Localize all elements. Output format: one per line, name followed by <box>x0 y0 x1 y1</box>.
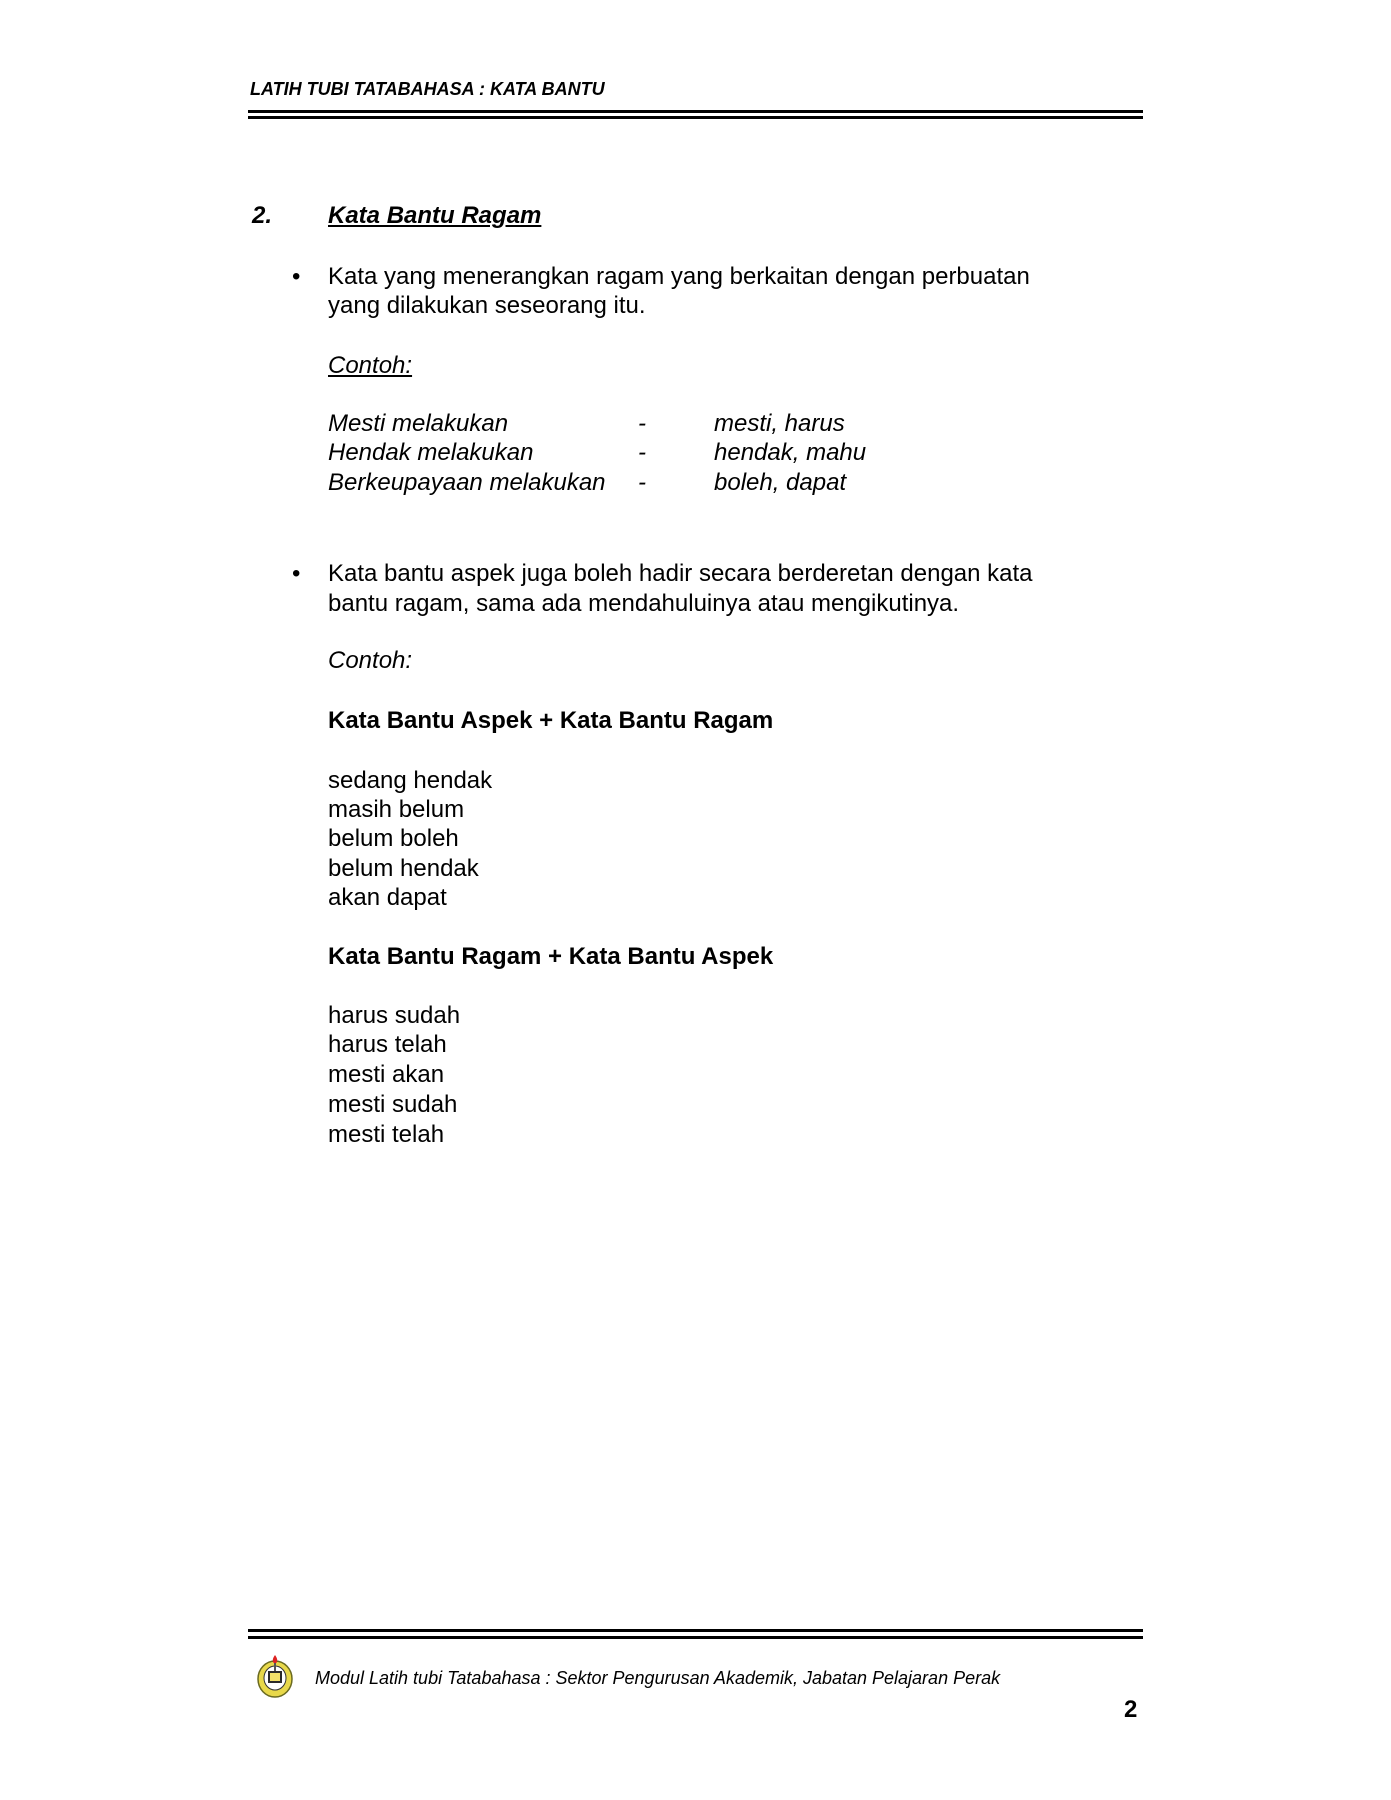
example-words: boleh, dapat <box>714 469 847 496</box>
group-item: mesti sudah <box>328 1091 458 1118</box>
section-number: 2. <box>252 202 273 229</box>
group-item: belum boleh <box>328 825 459 852</box>
bullet2-line: Kata bantu aspek juga boleh hadir secara berderetan dengan kata <box>328 560 1033 587</box>
example-dash: - <box>638 439 646 466</box>
group-item: akan dapat <box>328 884 447 911</box>
example-term: Mesti melakukan <box>328 410 509 437</box>
group-item: masih belum <box>328 796 465 823</box>
crest-logo-icon <box>255 1653 295 1699</box>
group-item: harus sudah <box>328 1002 461 1029</box>
example-words: mesti, harus <box>714 410 845 437</box>
group-item: mesti akan <box>328 1061 445 1088</box>
header-rule-top <box>248 110 1143 113</box>
group-heading: Kata Bantu Ragam + Kata Bantu Aspek <box>328 943 774 970</box>
section-title: Kata Bantu Ragam <box>328 202 542 229</box>
bullet2-line: bantu ragam, sama ada mendahuluinya atau mengikutinya. <box>328 590 960 617</box>
group-item: mesti telah <box>328 1121 445 1148</box>
footer-rule-bottom <box>248 1636 1143 1639</box>
example-term: Hendak melakukan <box>328 439 534 466</box>
bullet-icon: • <box>292 560 301 587</box>
example-term: Berkeupayaan melakukan <box>328 469 606 496</box>
footer-text: Modul Latih tubi Tatabahasa : Sektor Pengurusan Akademik, Jabatan Pelajaran Perak <box>315 1668 1001 1688</box>
group-heading: Kata Bantu Aspek + Kata Bantu Ragam <box>328 707 774 734</box>
example-dash: - <box>638 469 646 496</box>
group-item: harus telah <box>328 1031 447 1058</box>
group-item: belum hendak <box>328 855 479 882</box>
example-words: hendak, mahu <box>714 439 867 466</box>
example-label: Contoh: <box>328 352 413 379</box>
group-item: sedang hendak <box>328 767 493 794</box>
bullet-icon: • <box>292 263 301 290</box>
header-title: LATIH TUBI TATABAHASA : KATA BANTU <box>250 79 605 99</box>
header-rule-bottom <box>248 116 1143 119</box>
bullet1-line: Kata yang menerangkan ragam yang berkaitan dengan perbuatan <box>328 263 1030 290</box>
footer-rule-top <box>248 1629 1143 1632</box>
page-number: 2 <box>1124 1696 1138 1723</box>
example-dash: - <box>638 410 646 437</box>
example-label: Contoh: <box>328 647 413 674</box>
bullet1-line: yang dilakukan seseorang itu. <box>328 292 646 319</box>
